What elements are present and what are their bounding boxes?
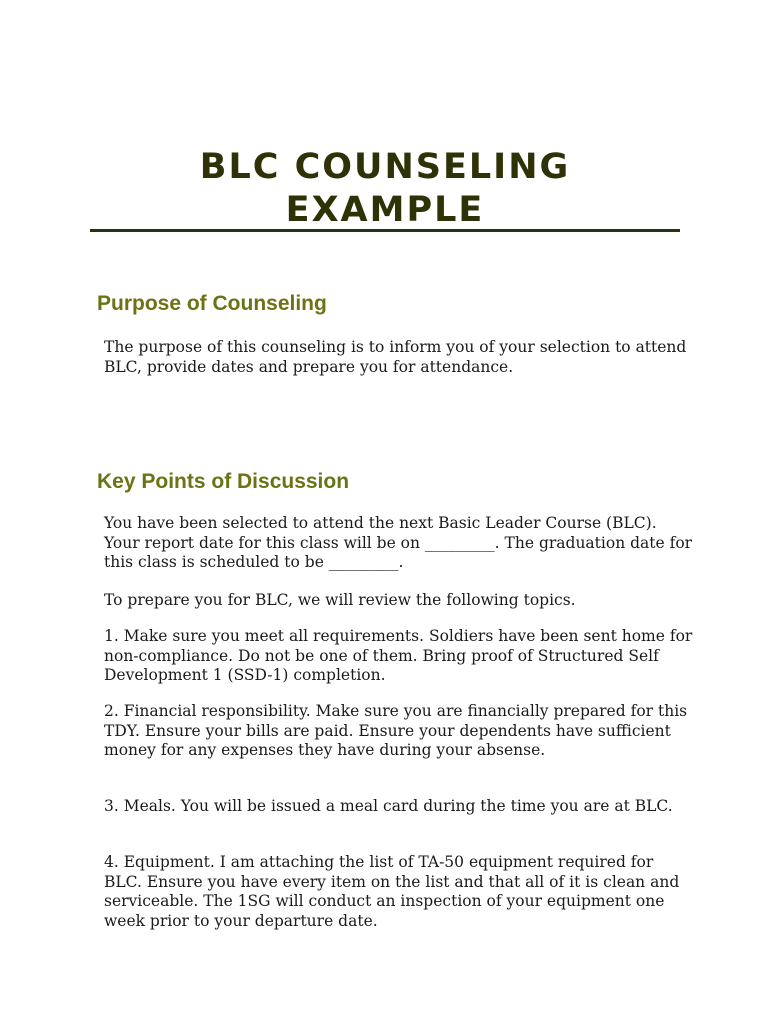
equipment-paragraph: 4. Equipment. I am attaching the list of TA-50 equipment required for BLC. Ensure you have every item on the list and that all of it is clean and serviceable. The 1SG will conduct an inspection of your equipment one week prior to your departure date.: [104, 853, 680, 930]
document-title: [90, 146, 680, 232]
title-underline-divider: [90, 229, 680, 232]
requirements-paragraph: 1. Make sure you meet all requirements. Soldiers have been sent home for non-compliance. Do not be one of them. Bring proof of Structured Self Development 1 (SSD-1) completion.: [104, 627, 693, 684]
purpose-paragraph: The purpose of this counseling is to inform you of your selection to attend BLC, provide dates and prepare you for attendance.: [104, 338, 687, 376]
purpose-heading: Purpose of Counseling: [97, 292, 327, 315]
key-points-heading: Key Points of Discussion: [97, 470, 350, 493]
financial-paragraph: 2. Financial responsibility. Make sure you are financially prepared for this TDY. Ensure your bills are paid. Ensure your dependents have sufficient money for any expenses they have during your absense.: [104, 702, 688, 759]
title-line-1: BLC COUNSELING: [199, 147, 571, 187]
title-line-2: EXAMPLE: [285, 190, 485, 230]
selection-paragraph: You have been selected to attend the next Basic Leader Course (BLC). Your report date for this class will be on _________. The graduation date for this class is scheduled to be _________.: [104, 514, 693, 571]
meals-paragraph: 3. Meals. You will be issued a meal card during the time you are at BLC.: [104, 797, 673, 815]
topics-intro-paragraph: To prepare you for BLC, we will review the following topics.: [104, 591, 576, 609]
